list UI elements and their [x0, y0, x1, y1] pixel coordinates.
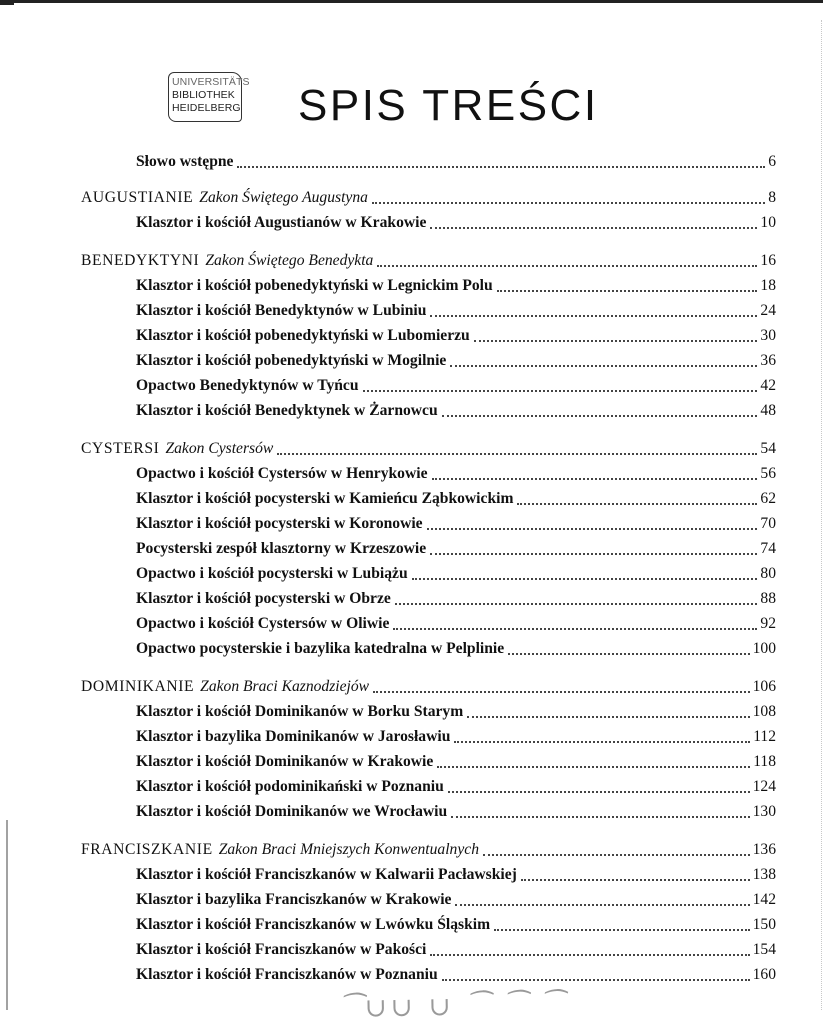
section-subtitle: Zakon Cystersów [165, 440, 274, 457]
toc-entry[interactable] [136, 326, 776, 346]
toc-page-number: 30 [760, 327, 776, 344]
leader-dots [455, 903, 749, 906]
leader-dots [430, 953, 749, 956]
toc-page-number: 36 [760, 352, 776, 369]
toc-page-number: 118 [753, 753, 776, 770]
toc-entry-label: Klasztor i kościół pocysterski w Kamieńcu Ząbkowickim [136, 490, 514, 507]
section-subtitle: Zakon Świętego Benedykta [205, 252, 374, 269]
toc-entry-label: Klasztor i kościół Benedyktynek w Żarnowcu [136, 402, 438, 419]
toc-page-number: 124 [752, 778, 776, 795]
toc-entry[interactable] [136, 213, 776, 233]
leader-dots [430, 552, 757, 555]
leader-dots [508, 652, 749, 655]
toc-entry-label: Klasztor i kościół pobenedyktyński w Legnickim Polu [136, 277, 493, 294]
toc-entry-label: Klasztor i kościół Franciszkanów w Kalwarii Pacławskiej [136, 866, 517, 883]
toc-page-number: 138 [752, 866, 776, 883]
toc-entry[interactable] [136, 639, 776, 659]
leader-dots [517, 502, 757, 505]
section-subtitle: Zakon Świętego Augustyna [199, 189, 368, 206]
leader-dots [497, 289, 758, 292]
toc-entry[interactable] [136, 702, 776, 722]
toc-page-number: 54 [760, 440, 776, 457]
section-subtitle: Zakon Braci Kaznodziejów [200, 678, 370, 695]
toc-entry-label: Klasztor i kościół Augustianów w Krakowie [136, 214, 427, 231]
toc-page-number: 74 [760, 540, 776, 557]
toc-page-number: 142 [752, 891, 776, 908]
leader-dots [373, 690, 750, 693]
toc-entry[interactable] [136, 539, 776, 559]
toc-entry-label: Klasztor i kościół Franciszkanów w Pakości [136, 941, 427, 958]
leader-dots [372, 201, 765, 204]
toc-page-number: 18 [760, 277, 776, 294]
toc-entry-label: Słowo wstępne [136, 153, 234, 170]
toc-page-number: 160 [752, 966, 776, 983]
toc-section-augustianie[interactable] [81, 188, 776, 208]
stamp-line-1: UNIVERSITÄTS [172, 76, 250, 88]
toc-entry-label: Klasztor i kościół pocysterski w Koronowie [136, 515, 423, 532]
toc-entry-label: Pocysterski zespół klasztorny w Krzeszowie [136, 540, 427, 557]
leader-dots [395, 602, 758, 605]
toc-section-franciszkanie[interactable] [81, 840, 776, 860]
leader-dots [448, 790, 750, 793]
leader-dots [451, 815, 749, 818]
toc-page-number: 154 [752, 941, 776, 958]
toc-entry-label: Klasztor i kościół pobenedyktyński w Lubomierzu [136, 327, 470, 344]
toc-section-benedyktyni[interactable] [81, 251, 776, 271]
toc-entry[interactable] [136, 564, 776, 584]
section-order-name: AUGUSTIANIE [81, 189, 194, 206]
leader-dots [277, 452, 757, 455]
toc-page-number: 108 [752, 703, 776, 720]
toc-entry-label: Klasztor i bazylika Dominikanów w Jarosławiu [136, 728, 451, 745]
toc-page-number: 80 [760, 565, 776, 582]
toc-entry-label: Opactwo i kościół Cystersów w Oliwie [136, 615, 390, 632]
toc-entry[interactable] [136, 301, 776, 321]
toc-page-number: 136 [752, 841, 776, 858]
toc-page-number: 62 [760, 490, 776, 507]
toc-entry[interactable] [136, 940, 776, 960]
leader-dots [430, 226, 757, 229]
leader-dots [377, 264, 757, 267]
toc-page-number: 56 [760, 465, 776, 482]
toc-entry[interactable] [136, 464, 776, 484]
leader-dots [442, 414, 758, 417]
toc-entry-label: Klasztor i kościół Franciszkanów w Lwówku Śląskim [136, 916, 491, 933]
leader-dots [467, 715, 749, 718]
toc-entry[interactable] [136, 865, 776, 885]
toc-entry[interactable] [136, 614, 776, 634]
section-order-name: DOMINIKANIE [81, 678, 195, 695]
leader-dots [521, 878, 750, 881]
toc-entry-intro[interactable] [136, 152, 776, 172]
toc-entry-label: Klasztor i kościół pobenedyktyński w Mogilnie [136, 352, 447, 369]
handwritten-shelfmark: ⁀∪∪ ∪ ⁀ ⁀ ⁀ [339, 990, 567, 1024]
toc-entry[interactable] [136, 276, 776, 296]
toc-entry-label: Klasztor i kościół Franciszkanów w Poznaniu [136, 966, 438, 983]
toc-entry[interactable] [136, 727, 776, 747]
toc-page-number: 130 [752, 803, 776, 820]
toc-page-number: 48 [760, 402, 776, 419]
toc-entry[interactable] [136, 802, 776, 822]
toc-page-number: 112 [753, 728, 776, 745]
toc-entry[interactable] [136, 351, 776, 371]
toc-entry-label: Opactwo i kościół pocysterski w Lubiążu [136, 565, 408, 582]
leader-dots [363, 389, 758, 392]
leader-dots [430, 314, 757, 317]
toc-entry[interactable] [136, 589, 776, 609]
toc-entry-label: Klasztor i kościół Dominikanów w Krakowie [136, 753, 434, 770]
leader-dots [427, 527, 758, 530]
toc-entry[interactable] [136, 401, 776, 421]
toc-page-number: 16 [760, 252, 776, 269]
leader-dots [432, 477, 758, 480]
page-title: SPIS TREŚCI [298, 81, 599, 130]
section-order-name: CYSTERSI [81, 440, 160, 457]
leader-dots [237, 165, 765, 168]
leader-dots [454, 740, 750, 743]
toc-entry[interactable] [136, 376, 776, 396]
section-subtitle: Zakon Braci Mniejszych Konwentualnych [218, 841, 479, 858]
toc-entry[interactable] [136, 890, 776, 910]
toc-entry-label: Opactwo i kościół Cystersów w Henrykowie [136, 465, 428, 482]
toc-entry-label: Klasztor i kościół podominikański w Poznaniu [136, 778, 444, 795]
toc-page-number: 150 [752, 916, 776, 933]
toc-entry[interactable] [136, 965, 776, 985]
toc-entry[interactable] [136, 777, 776, 797]
leader-dots [437, 765, 750, 768]
toc-entry-label: Opactwo Benedyktynów w Tyńcu [136, 377, 359, 394]
leader-dots [483, 853, 750, 856]
leader-dots [450, 364, 757, 367]
toc-page-number: 42 [760, 377, 776, 394]
toc-page-number: 88 [760, 590, 776, 607]
toc-entry-label: Opactwo pocysterskie i bazylika katedralna w Pelplinie [136, 640, 505, 657]
toc-page-number: 92 [760, 615, 776, 632]
toc-entry[interactable] [136, 514, 776, 534]
toc-page-number: 8 [768, 189, 776, 206]
toc-page-number: 10 [760, 214, 776, 231]
section-order-name: BENEDYKTYNI [81, 252, 200, 269]
section-order-name: FRANCISZKANIE [81, 841, 213, 858]
toc-page-number: 100 [752, 640, 776, 657]
toc-entry-label: Klasztor i kościół Benedyktynów w Lubiniu [136, 302, 427, 319]
toc-entry-label: Klasztor i kościół Dominikanów we Wrocławiu [136, 803, 448, 820]
toc-section-dominikanie[interactable] [81, 677, 776, 697]
toc-entry-label: Klasztor i kościół Dominikanów w Borku Starym [136, 703, 464, 720]
leader-dots [412, 577, 758, 580]
toc-entry-label: Klasztor i bazylika Franciszkanów w Krakowie [136, 891, 452, 908]
leader-dots [442, 978, 750, 981]
leader-dots [393, 627, 757, 630]
toc-entry[interactable] [136, 915, 776, 935]
toc-entry-label: Klasztor i kościół pocysterski w Obrze [136, 590, 391, 607]
toc-entry[interactable] [136, 752, 776, 772]
toc-page-number: 24 [760, 302, 776, 319]
toc-page-number: 70 [760, 515, 776, 532]
stamp-line-3: HEIDELBERG [172, 102, 241, 114]
toc-page-number: 106 [752, 678, 776, 695]
toc-page-number: 6 [768, 153, 776, 170]
toc-entry[interactable] [136, 489, 776, 509]
stamp-line-2: BIBLIOTHEK [172, 89, 235, 101]
leader-dots [474, 339, 758, 342]
leader-dots [494, 928, 750, 931]
toc-section-cystersi[interactable] [81, 439, 776, 459]
